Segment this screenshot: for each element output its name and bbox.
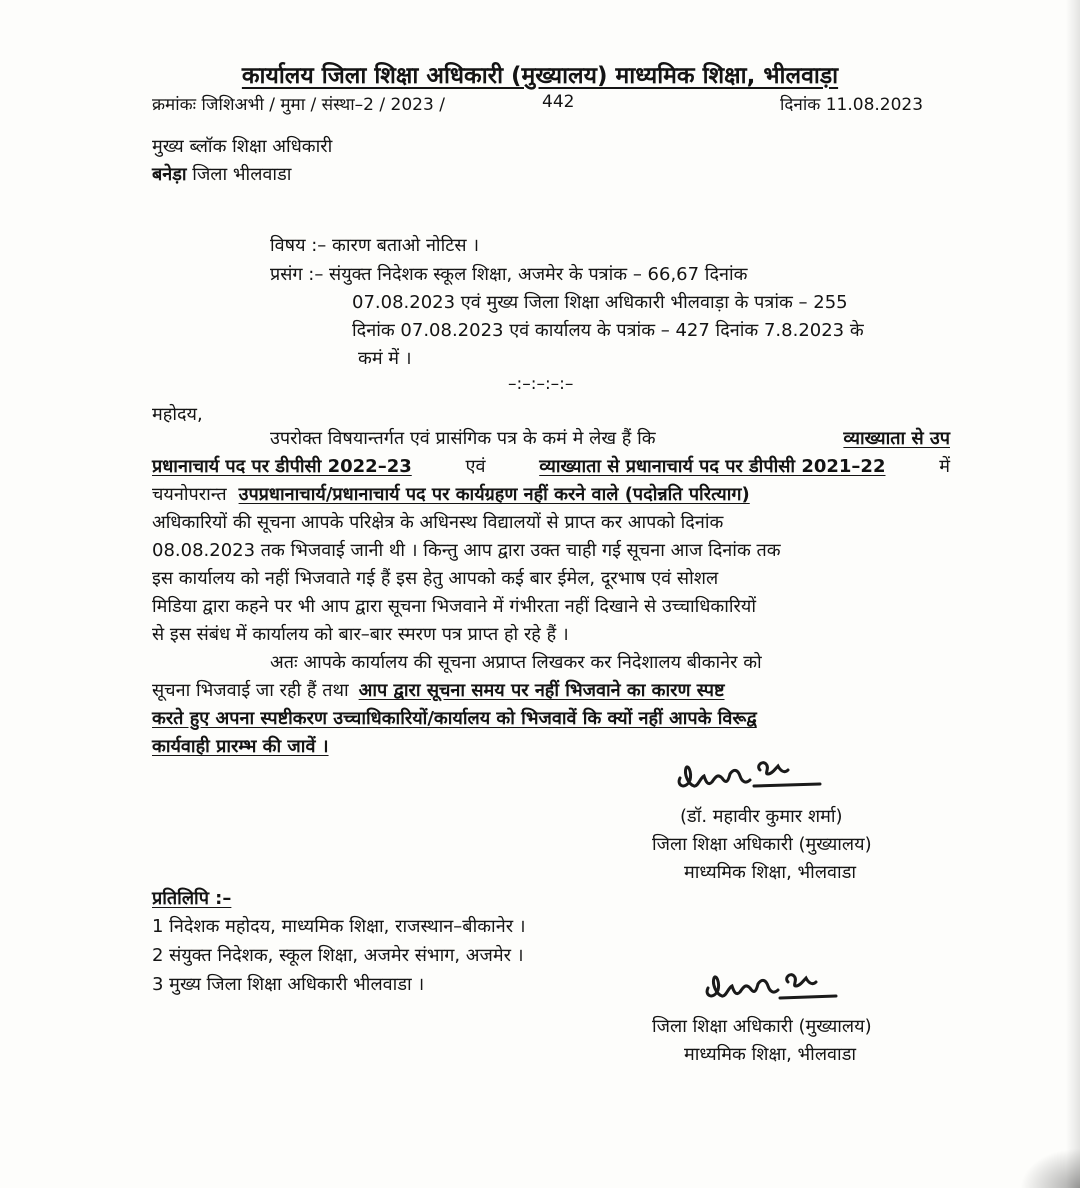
paragraph-1-line-7	[152, 596, 950, 618]
recipient-designation: मुख्य ब्लॉक शिक्षा अधिकारी	[152, 136, 333, 157]
signature-2-image	[700, 962, 850, 1012]
text-segment: में	[939, 456, 950, 477]
signatory-office: माध्यमिक शिक्षा, भीलवाडा	[684, 862, 857, 883]
text-segment: उपरोक्त विषयान्तर्गत एवं प्रासंगिक पत्र के कमं मे लेख हैं कि	[270, 428, 656, 449]
paragraph-1-line-4	[152, 512, 950, 534]
signatory-designation: जिला शिक्षा अधिकारी (मुख्यालय)	[652, 834, 872, 855]
emphasis-segment: प्रधानाचार्य पद पर डीपीसी 2022–23	[152, 456, 412, 477]
recipient-place-rest: जिला भीलवाडा	[186, 164, 292, 185]
paragraph-1-line-5	[152, 540, 950, 562]
page-corner-shadow	[1020, 1148, 1080, 1188]
paragraph-1-line-8	[152, 624, 950, 646]
copy-to-label: प्रतिलिपि :–	[152, 888, 232, 909]
office-heading: कार्यालय जिला शिक्षा अधिकारी (मुख्यालय) माध्यमिक शिक्षा, भीलवाड़ा	[241, 63, 839, 89]
text-segment: इस कार्यालय को नहीं भिजवाते गई हैं इस हेतु आपको कई बार ईमेल, दूरभाष एवं सोशल	[152, 568, 719, 589]
signatory-2-office: माध्यमिक शिक्षा, भीलवाडा	[684, 1044, 857, 1065]
paragraph-1-line-6	[152, 568, 950, 590]
paragraph-2-line-2	[152, 680, 950, 702]
reference-number: 442	[542, 92, 575, 112]
emphasis-segment: व्याख्याता से उप	[843, 428, 950, 449]
reference-line-3: दिनांक 07.08.2023 एवं कार्यालय के पत्रांक – 427 दिनांक 7.8.2023 के	[352, 320, 864, 341]
copy-to-item-1: 1 निदेशक महोदय, माध्यमिक शिक्षा, राजस्थान–बीकानेर ।	[152, 916, 526, 937]
text-segment: 08.08.2023 तक भिजवाई जानी थी । किन्तु आप द्वारा उक्त चाही गई सूचना आज दिनांक तक	[152, 540, 781, 561]
text-segment: एवं	[465, 456, 486, 477]
reference-number-label: क्रमांकः जिशिअभी / मुमा / संस्था–2 / 2023 /	[152, 95, 445, 115]
emphasis-segment: व्याख्याता से प्रधानाचार्य पद पर डीपीसी 2021–22	[539, 456, 886, 477]
emphasis-segment: उपप्रधानाचार्य/प्रधानाचार्य पद पर कार्यग्रहण नहीं करने वाले (पदोन्नति परित्याग)	[238, 484, 750, 505]
reference-line-2: 07.08.2023 एवं मुख्य जिला शिक्षा अधिकारी भीलवाड़ा के पत्रांक – 255	[352, 292, 848, 313]
recipient-place	[152, 162, 291, 186]
paragraph-1-line-1	[270, 428, 950, 450]
page-edge-shadow	[1066, 0, 1080, 1188]
text-segment: से इस संबंध में कार्यालय को बार–बार स्मरण पत्र प्राप्त हो रहे हैं ।	[152, 624, 569, 645]
paragraph-1-line-2	[152, 456, 950, 478]
emphasis-segment: कार्यवाही प्रारम्भ की जावें ।	[152, 736, 329, 757]
paragraph-1-line-3	[152, 484, 950, 506]
signature-1-image	[672, 752, 832, 802]
copy-to-item-3: 3 मुख्य जिला शिक्षा अधिकारी भीलवाडा ।	[152, 974, 425, 995]
paragraph-2-line-1	[270, 652, 950, 674]
signatory-name: (डॉ. महावीर कुमार शर्मा)	[680, 806, 843, 827]
reference-line-4: कमं में ।	[358, 348, 412, 369]
text-segment: अतः आपके कार्यालय की सूचना अप्राप्त लिखकर कर निदेशालय बीकानेर को	[270, 652, 762, 673]
text-segment: मिडिया द्वारा कहने पर भी आप द्वारा सूचना भिजवाने में गंभीरता नहीं दिखाने से उच्चाधिकारियों	[152, 596, 757, 617]
paragraph-2-line-3	[152, 708, 950, 730]
text-segment: सूचना भिजवाई जा रही हैं तथा	[152, 680, 349, 701]
salutation: महोदय,	[152, 404, 203, 425]
signatory-2-designation: जिला शिक्षा अधिकारी (मुख्यालय)	[652, 1016, 872, 1037]
text-segment: चयनोपरान्त	[152, 484, 227, 505]
emphasis-segment: आप द्वारा सूचना समय पर नहीं भिजवाने का कारण स्पष्ट	[358, 680, 725, 701]
text-segment: अधिकारियों की सूचना आपके परिक्षेत्र के अधिनस्थ विद्यालयों से प्राप्त कर आपको दिनांक	[152, 512, 724, 533]
letter-date: दिनांक 11.08.2023	[780, 95, 924, 115]
separator: –:–:–:–:–	[508, 374, 574, 394]
recipient-place-bold: बनेड़ा	[152, 164, 187, 185]
reference-line-1: प्रसंग :– संयुक्त निदेशक स्कूल शिक्षा, अजमेर के पत्रांक – 66,67 दिनांक	[270, 264, 748, 285]
emphasis-segment: करते हुए अपना स्पष्टीकरण उच्चाधिकारियों/कार्यालय को भिजवावें कि क्यों नहीं आपके विरूद्व	[152, 708, 757, 729]
copy-to-item-2: 2 संयुक्त निदेशक, स्कूल शिक्षा, अजमेर संभाग, अजमेर ।	[152, 945, 524, 966]
subject-line: विषय :– कारण बताओ नोटिस ।	[270, 235, 480, 256]
